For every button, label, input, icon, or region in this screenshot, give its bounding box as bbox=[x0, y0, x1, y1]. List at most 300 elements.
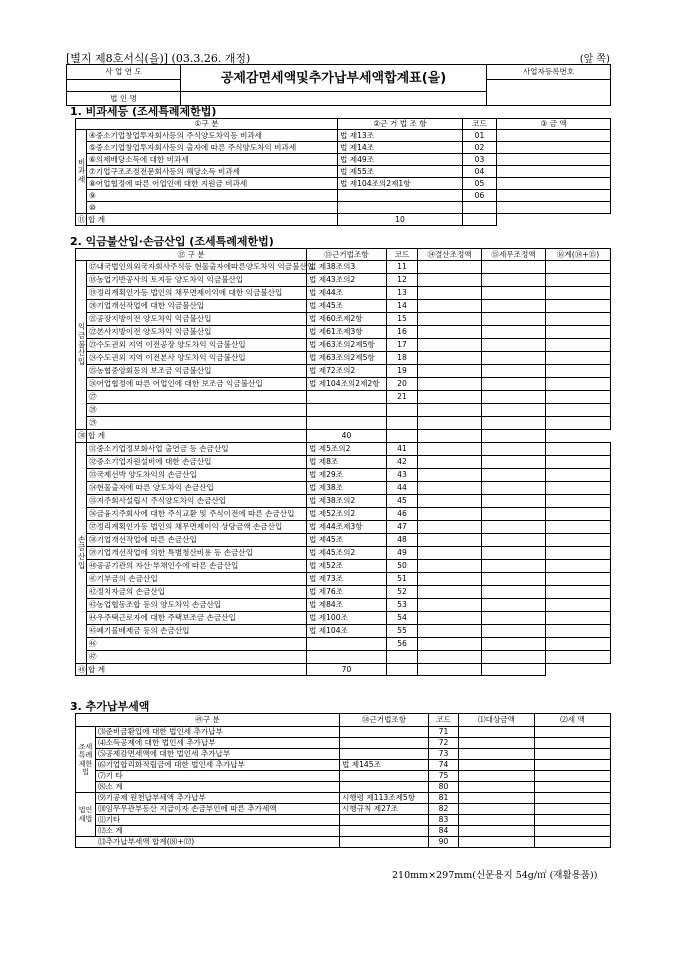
row-tax[interactable] bbox=[535, 738, 611, 749]
row-settlement-adj[interactable] bbox=[418, 300, 482, 313]
row-tax-adj[interactable] bbox=[482, 365, 546, 378]
row-sum[interactable] bbox=[546, 625, 611, 638]
row-settlement-adj[interactable] bbox=[418, 534, 482, 547]
table-row bbox=[76, 782, 611, 793]
row-tax[interactable] bbox=[535, 727, 611, 738]
page-label: (앞 쪽) bbox=[579, 54, 610, 65]
row-sum[interactable] bbox=[546, 443, 611, 456]
row-tax[interactable] bbox=[535, 826, 611, 837]
s1-col-amount: ③ 금 액 bbox=[497, 119, 611, 130]
table-row bbox=[76, 142, 611, 154]
row-item: ⑽임무무관부동산 지급이자 손금부인에 따른 추가세액 bbox=[96, 804, 340, 815]
row-code: 43 bbox=[387, 469, 418, 482]
row-target[interactable] bbox=[459, 727, 535, 738]
row-code: 04 bbox=[463, 166, 497, 178]
row-settlement-adj[interactable] bbox=[418, 495, 482, 508]
row-amount[interactable] bbox=[497, 166, 611, 178]
row-code: 14 bbox=[387, 300, 418, 313]
row-tax-adj[interactable] bbox=[482, 508, 546, 521]
table-row bbox=[76, 495, 611, 508]
row-sum[interactable] bbox=[546, 495, 611, 508]
row-settlement-adj[interactable] bbox=[418, 482, 482, 495]
row-target[interactable] bbox=[459, 793, 535, 804]
s3-total-target[interactable] bbox=[459, 837, 535, 848]
row-item: ⑲정리계획인가등 법인의 채무면제이익에 대한 익금불산입 bbox=[87, 287, 307, 300]
row-sum[interactable] bbox=[546, 508, 611, 521]
year-value[interactable] bbox=[67, 80, 181, 92]
row-code: 42 bbox=[387, 456, 418, 469]
s3-total-label: ⒀추가납부세액 합계(⑻+⑿) bbox=[76, 837, 340, 848]
section-1-heading: 1. 비과세등 (조세특례제한법) bbox=[70, 105, 217, 118]
table-row bbox=[76, 178, 611, 190]
row-basis: 시행규칙 제27조 bbox=[340, 804, 429, 815]
table-row bbox=[76, 804, 611, 815]
row-amount[interactable] bbox=[497, 178, 611, 190]
row-code bbox=[387, 404, 418, 417]
row-basis: 법 제38조의2 bbox=[307, 495, 387, 508]
row-basis: 법 제72조의2 bbox=[307, 365, 387, 378]
row-amount[interactable] bbox=[497, 154, 611, 166]
table-row bbox=[76, 793, 611, 804]
row-basis: 법 제104조의2제1항 bbox=[338, 178, 463, 190]
table-row bbox=[76, 599, 611, 612]
row-sum[interactable] bbox=[546, 339, 611, 352]
row-settlement-adj[interactable] bbox=[418, 599, 482, 612]
row-code: 16 bbox=[387, 326, 418, 339]
row-sum[interactable] bbox=[546, 274, 611, 287]
row-basis: 법 제61조제3항 bbox=[307, 326, 387, 339]
row-sum[interactable] bbox=[546, 313, 611, 326]
row-code: 15 bbox=[387, 313, 418, 326]
row-tax[interactable] bbox=[535, 793, 611, 804]
s2-total-a-c3[interactable] bbox=[482, 430, 546, 443]
row-code: 46 bbox=[387, 508, 418, 521]
section-3-heading: 3. 추가납부세액 bbox=[70, 700, 150, 713]
row-code: 81 bbox=[429, 793, 459, 804]
table-row bbox=[76, 313, 611, 326]
row-code: 45 bbox=[387, 495, 418, 508]
row-settlement-adj[interactable] bbox=[418, 651, 482, 664]
table-row bbox=[76, 826, 611, 837]
row-item: ㉒본사지방이전 양도차익 익금불산입 bbox=[87, 326, 307, 339]
row-tax-adj[interactable] bbox=[482, 404, 546, 417]
table-row bbox=[76, 638, 611, 651]
s2-total-a-c2[interactable] bbox=[418, 430, 482, 443]
row-settlement-adj[interactable] bbox=[418, 586, 482, 599]
row-basis: 법 제14조 bbox=[338, 142, 463, 154]
row-tax-adj[interactable] bbox=[482, 417, 546, 430]
row-sum[interactable] bbox=[546, 560, 611, 573]
section-2-heading: 2. 익금불산입·손금산입 (조세특례제한법) bbox=[70, 235, 274, 248]
s1-col-item: ①구 분 bbox=[76, 119, 338, 130]
row-tax[interactable] bbox=[535, 815, 611, 826]
table-row bbox=[76, 651, 611, 664]
row-code: 84 bbox=[429, 826, 459, 837]
row-sum[interactable] bbox=[546, 586, 611, 599]
row-target[interactable] bbox=[459, 771, 535, 782]
paper-spec: 210mm×297mm(신문용지 54g/㎡ (재활용품)) bbox=[392, 870, 598, 881]
row-item: ㉓수도권외 지역 이전공장 양도차익 익금불산입 bbox=[87, 339, 307, 352]
row-item: ㊸농업협동조합 등의 양도차익 손금산입 bbox=[87, 599, 307, 612]
title-table bbox=[66, 64, 611, 106]
row-tax-adj[interactable] bbox=[482, 625, 546, 638]
row-code: 20 bbox=[387, 378, 418, 391]
row-basis bbox=[338, 190, 463, 202]
table-row bbox=[76, 482, 611, 495]
row-item: ⑹기업합리화적립금에 대한 법인세 추가납부 bbox=[96, 760, 340, 771]
s2-total-a-c1[interactable] bbox=[387, 430, 418, 443]
row-code: 82 bbox=[429, 804, 459, 815]
row-sum[interactable] bbox=[546, 261, 611, 274]
row-settlement-adj[interactable] bbox=[418, 287, 482, 300]
row-basis: 법 제76조 bbox=[307, 586, 387, 599]
row-code: 41 bbox=[387, 443, 418, 456]
row-code: 13 bbox=[387, 287, 418, 300]
row-item: ㊻ bbox=[87, 638, 307, 651]
row-code: 47 bbox=[387, 521, 418, 534]
row-sum[interactable] bbox=[546, 547, 611, 560]
row-item: ⑦기업구조조정전문회사등의 해당소득 비과세 bbox=[87, 166, 338, 178]
row-sum[interactable] bbox=[546, 612, 611, 625]
s1-side-label: 비과세 bbox=[76, 130, 87, 214]
form-ref: [별지 제8호서식(을)] (03.3.26. 개정) bbox=[66, 52, 251, 65]
table-row bbox=[76, 727, 611, 738]
row-settlement-adj[interactable] bbox=[418, 547, 482, 560]
row-basis: 법 제5조의2 bbox=[307, 443, 387, 456]
row-item: ㉜중소기업지원설비에 대한 손금산입 bbox=[87, 456, 307, 469]
row-sum[interactable] bbox=[546, 573, 611, 586]
row-settlement-adj[interactable] bbox=[418, 560, 482, 573]
table-row bbox=[76, 404, 611, 417]
row-item: ⑿소 계 bbox=[96, 826, 340, 837]
row-settlement-adj[interactable] bbox=[418, 521, 482, 534]
row-code: 50 bbox=[387, 560, 418, 573]
row-item: ⑳기업개선작업에 대한 익금불산입 bbox=[87, 300, 307, 313]
row-settlement-adj[interactable] bbox=[418, 339, 482, 352]
year-label: 사 업 연 도 bbox=[67, 65, 181, 80]
row-code bbox=[387, 417, 418, 430]
table-row bbox=[76, 534, 611, 547]
row-basis: 시행령 제113조제5항 bbox=[340, 793, 429, 804]
row-tax-adj[interactable] bbox=[482, 482, 546, 495]
row-item: ㉑공장지방이전 양도차익 익금불산입 bbox=[87, 313, 307, 326]
row-sum[interactable] bbox=[546, 352, 611, 365]
row-settlement-adj[interactable] bbox=[418, 365, 482, 378]
row-code: 44 bbox=[387, 482, 418, 495]
row-sum[interactable] bbox=[546, 378, 611, 391]
row-tax-adj[interactable] bbox=[482, 495, 546, 508]
row-basis: 법 제45조 bbox=[307, 534, 387, 547]
s1-col-code: 코드 bbox=[463, 119, 497, 130]
row-basis: 법 제29조 bbox=[307, 469, 387, 482]
row-item: ⑤중소기업창업투자회사등의 출자에 따른 주식양도차익 비과세 bbox=[87, 142, 338, 154]
row-settlement-adj[interactable] bbox=[418, 508, 482, 521]
s1-total-code: 10 bbox=[338, 214, 463, 226]
row-tax[interactable] bbox=[535, 760, 611, 771]
row-code: 56 bbox=[387, 638, 418, 651]
row-basis bbox=[340, 749, 429, 760]
row-item: ㊵공공기관의 자산·부채인수에 따른 손금산입 bbox=[87, 560, 307, 573]
table-row bbox=[76, 586, 611, 599]
s2-total-a-label: ㉚ 합 계 bbox=[76, 430, 87, 443]
row-settlement-adj[interactable] bbox=[418, 573, 482, 586]
s2-total-b-code: 70 bbox=[307, 664, 387, 676]
row-tax-adj[interactable] bbox=[482, 300, 546, 313]
row-item: ㉙ bbox=[87, 417, 307, 430]
row-basis: 법 제84조 bbox=[307, 599, 387, 612]
row-sum[interactable] bbox=[546, 599, 611, 612]
row-target[interactable] bbox=[459, 749, 535, 760]
row-code: 53 bbox=[387, 599, 418, 612]
row-basis: 법 제52조의2 bbox=[307, 508, 387, 521]
row-settlement-adj[interactable] bbox=[418, 313, 482, 326]
row-code: 03 bbox=[463, 154, 497, 166]
row-tax-adj[interactable] bbox=[482, 391, 546, 404]
row-basis: 법 제38조의3 bbox=[307, 261, 387, 274]
row-item: ㊳기업개선작업에 따른 손금산입 bbox=[87, 534, 307, 547]
s2-total-b-c2[interactable] bbox=[418, 664, 482, 676]
row-target[interactable] bbox=[459, 804, 535, 815]
row-basis: 법 제49조 bbox=[338, 154, 463, 166]
row-item: ⑱농업기반공사의 토지등 양도차익 익금불산입 bbox=[87, 274, 307, 287]
row-amount[interactable] bbox=[497, 202, 611, 214]
s2-total-a-basis bbox=[87, 430, 307, 443]
row-tax-adj[interactable] bbox=[482, 469, 546, 482]
row-target[interactable] bbox=[459, 760, 535, 771]
row-tax-adj[interactable] bbox=[482, 534, 546, 547]
s2-total-b-basis bbox=[87, 664, 307, 676]
row-basis: 법 제44조 bbox=[307, 287, 387, 300]
row-item: ㊼ bbox=[87, 651, 307, 664]
s2-total-a-code: 40 bbox=[307, 430, 387, 443]
row-basis bbox=[338, 202, 463, 214]
row-code: 12 bbox=[387, 274, 418, 287]
s2-total-b-c1[interactable] bbox=[387, 664, 418, 676]
company-value[interactable] bbox=[181, 92, 487, 106]
row-sum[interactable] bbox=[546, 404, 611, 417]
s3-col-item: ㊾구 분 bbox=[76, 714, 340, 727]
row-settlement-adj[interactable] bbox=[418, 443, 482, 456]
row-tax[interactable] bbox=[535, 782, 611, 793]
row-settlement-adj[interactable] bbox=[418, 612, 482, 625]
row-item: ㊹우주택근로자에 대한 주택보조금 손금산입 bbox=[87, 612, 307, 625]
table-row bbox=[76, 365, 611, 378]
row-code: 17 bbox=[387, 339, 418, 352]
row-code: 06 bbox=[463, 190, 497, 202]
row-basis: 법 제38조 bbox=[307, 482, 387, 495]
row-tax-adj[interactable] bbox=[482, 573, 546, 586]
row-code bbox=[387, 651, 418, 664]
row-item: ㊲정리계획인가등 법인의 채무면제이익 상당금액 손금산입 bbox=[87, 521, 307, 534]
row-tax-adj[interactable] bbox=[482, 443, 546, 456]
row-basis: 법 제104조 bbox=[307, 625, 387, 638]
row-item: ㉗ bbox=[87, 391, 307, 404]
row-settlement-adj[interactable] bbox=[418, 378, 482, 391]
row-sum[interactable] bbox=[546, 365, 611, 378]
row-tax-adj[interactable] bbox=[482, 651, 546, 664]
row-code: 21 bbox=[387, 391, 418, 404]
row-item: ㉝국제선박 양도차익의 손금산입 bbox=[87, 469, 307, 482]
row-item: ⑷소득공제에 대한 법인세 추가납부 bbox=[96, 738, 340, 749]
s2-side-label: 손금산입 bbox=[76, 443, 87, 664]
s1-total-label: ⑪ 합 계 bbox=[76, 214, 87, 226]
section-3-table bbox=[75, 713, 611, 848]
row-item: ⑾기타 bbox=[96, 815, 340, 826]
table-row bbox=[76, 612, 611, 625]
row-tax[interactable] bbox=[535, 771, 611, 782]
row-code: 11 bbox=[387, 261, 418, 274]
bizno-value[interactable] bbox=[487, 80, 611, 106]
s2-total-b-label: ㊽ 합 계 bbox=[76, 664, 87, 676]
row-tax-adj[interactable] bbox=[482, 560, 546, 573]
s1-total-amount[interactable] bbox=[463, 214, 497, 226]
row-sum[interactable] bbox=[546, 391, 611, 404]
row-settlement-adj[interactable] bbox=[418, 417, 482, 430]
s1-total-basis bbox=[87, 214, 338, 226]
row-basis bbox=[340, 782, 429, 793]
row-sum[interactable] bbox=[546, 456, 611, 469]
row-code: 01 bbox=[463, 130, 497, 142]
row-tax-adj[interactable] bbox=[482, 378, 546, 391]
row-sum[interactable] bbox=[546, 287, 611, 300]
row-sum[interactable] bbox=[546, 469, 611, 482]
row-item: ㉕농협중앙회등의 보조금 익금불산입 bbox=[87, 365, 307, 378]
row-basis: 법 제60조제2항 bbox=[307, 313, 387, 326]
row-tax-adj[interactable] bbox=[482, 326, 546, 339]
table-row bbox=[76, 190, 611, 202]
s1-col-basis: ②근 거 법 조 항 bbox=[338, 119, 463, 130]
row-sum[interactable] bbox=[546, 482, 611, 495]
row-tax-adj[interactable] bbox=[482, 456, 546, 469]
table-row bbox=[76, 154, 611, 166]
row-item: ⑧어업협정에 따른 어업인에 대한 지원금 비과세 bbox=[87, 178, 338, 190]
table-row bbox=[76, 378, 611, 391]
row-item: ㊱금융지주회사에 대한 주식교환 및 주식이전에 따른 손금산입 bbox=[87, 508, 307, 521]
company-label: 법 인 명 bbox=[67, 92, 181, 106]
table-row bbox=[76, 391, 611, 404]
s3-total-basis bbox=[340, 837, 429, 848]
row-tax-adj[interactable] bbox=[482, 638, 546, 651]
table-row bbox=[76, 521, 611, 534]
row-settlement-adj[interactable] bbox=[418, 326, 482, 339]
row-basis bbox=[307, 391, 387, 404]
table-row bbox=[76, 166, 611, 178]
s2-col-basis: ⑬근거법조항 bbox=[307, 249, 387, 261]
row-tax-adj[interactable] bbox=[482, 612, 546, 625]
row-target[interactable] bbox=[459, 826, 535, 837]
table-row bbox=[76, 326, 611, 339]
row-settlement-adj[interactable] bbox=[418, 352, 482, 365]
s3-col-tax: ⑵세 액 bbox=[535, 714, 611, 727]
row-amount[interactable] bbox=[497, 190, 611, 202]
row-settlement-adj[interactable] bbox=[418, 391, 482, 404]
row-basis bbox=[340, 727, 429, 738]
row-tax-adj[interactable] bbox=[482, 521, 546, 534]
row-code: 73 bbox=[429, 749, 459, 760]
table-row bbox=[76, 339, 611, 352]
row-basis bbox=[307, 651, 387, 664]
s3-total-tax[interactable] bbox=[535, 837, 611, 848]
row-code: 52 bbox=[387, 586, 418, 599]
row-item: ㊶기부금의 손금산입 bbox=[87, 573, 307, 586]
row-code: 05 bbox=[463, 178, 497, 190]
table-row bbox=[76, 274, 611, 287]
table-row bbox=[76, 261, 611, 274]
row-item: ㉞현물출자에 따른 양도차익 손금산입 bbox=[87, 482, 307, 495]
row-item: ㉔수도권외 지역 이전본사 양도차익 익금불산입 bbox=[87, 352, 307, 365]
row-tax[interactable] bbox=[535, 804, 611, 815]
row-sum[interactable] bbox=[546, 638, 611, 651]
row-basis: 법 제104조의2제2항 bbox=[307, 378, 387, 391]
row-tax-adj[interactable] bbox=[482, 287, 546, 300]
row-code: 48 bbox=[387, 534, 418, 547]
row-item: ⑸공제감면세액에 대한 법인세 추가납부 bbox=[96, 749, 340, 760]
row-tax-adj[interactable] bbox=[482, 339, 546, 352]
table-row bbox=[76, 738, 611, 749]
row-basis bbox=[340, 738, 429, 749]
row-tax[interactable] bbox=[535, 749, 611, 760]
row-code: 18 bbox=[387, 352, 418, 365]
row-sum[interactable] bbox=[546, 417, 611, 430]
row-settlement-adj[interactable] bbox=[418, 638, 482, 651]
row-basis: 법 제100조 bbox=[307, 612, 387, 625]
row-tax-adj[interactable] bbox=[482, 586, 546, 599]
s2-total-b-c3[interactable] bbox=[482, 664, 546, 676]
row-settlement-adj[interactable] bbox=[418, 625, 482, 638]
table-row bbox=[76, 456, 611, 469]
row-sum[interactable] bbox=[546, 300, 611, 313]
table-row bbox=[76, 202, 611, 214]
row-basis bbox=[307, 638, 387, 651]
row-settlement-adj[interactable] bbox=[418, 469, 482, 482]
row-sum[interactable] bbox=[546, 326, 611, 339]
row-amount[interactable] bbox=[497, 130, 611, 142]
row-target[interactable] bbox=[459, 738, 535, 749]
row-sum[interactable] bbox=[546, 521, 611, 534]
row-tax-adj[interactable] bbox=[482, 313, 546, 326]
row-settlement-adj[interactable] bbox=[418, 404, 482, 417]
row-basis: 법 제13조 bbox=[338, 130, 463, 142]
row-basis bbox=[340, 826, 429, 837]
row-basis: 법 제145조 bbox=[340, 760, 429, 771]
row-sum[interactable] bbox=[546, 651, 611, 664]
row-target[interactable] bbox=[459, 815, 535, 826]
row-item: ⑺기 타 bbox=[96, 771, 340, 782]
table-row bbox=[76, 749, 611, 760]
row-sum[interactable] bbox=[546, 534, 611, 547]
row-code: 72 bbox=[429, 738, 459, 749]
row-item: ㉛중소기업정보화사업 출연금 등 손금산입 bbox=[87, 443, 307, 456]
bizno-label: 사업자등록번호 bbox=[487, 65, 611, 80]
row-settlement-adj[interactable] bbox=[418, 261, 482, 274]
row-item: ㉖어업협정에 따른 어업인에 대한 보조금 익금불산입 bbox=[87, 378, 307, 391]
s3-side-label: 법인세법 bbox=[76, 793, 96, 837]
row-tax-adj[interactable] bbox=[482, 352, 546, 365]
row-tax-adj[interactable] bbox=[482, 261, 546, 274]
row-amount[interactable] bbox=[497, 142, 611, 154]
row-tax-adj[interactable] bbox=[482, 547, 546, 560]
row-code: 49 bbox=[387, 547, 418, 560]
row-item: ⑨ bbox=[87, 190, 338, 202]
row-tax-adj[interactable] bbox=[482, 274, 546, 287]
table-row bbox=[76, 547, 611, 560]
row-tax-adj[interactable] bbox=[482, 599, 546, 612]
row-settlement-adj[interactable] bbox=[418, 274, 482, 287]
row-settlement-adj[interactable] bbox=[418, 456, 482, 469]
s2-side-label: 익금불산입 bbox=[76, 261, 87, 430]
row-target[interactable] bbox=[459, 782, 535, 793]
table-row bbox=[76, 771, 611, 782]
